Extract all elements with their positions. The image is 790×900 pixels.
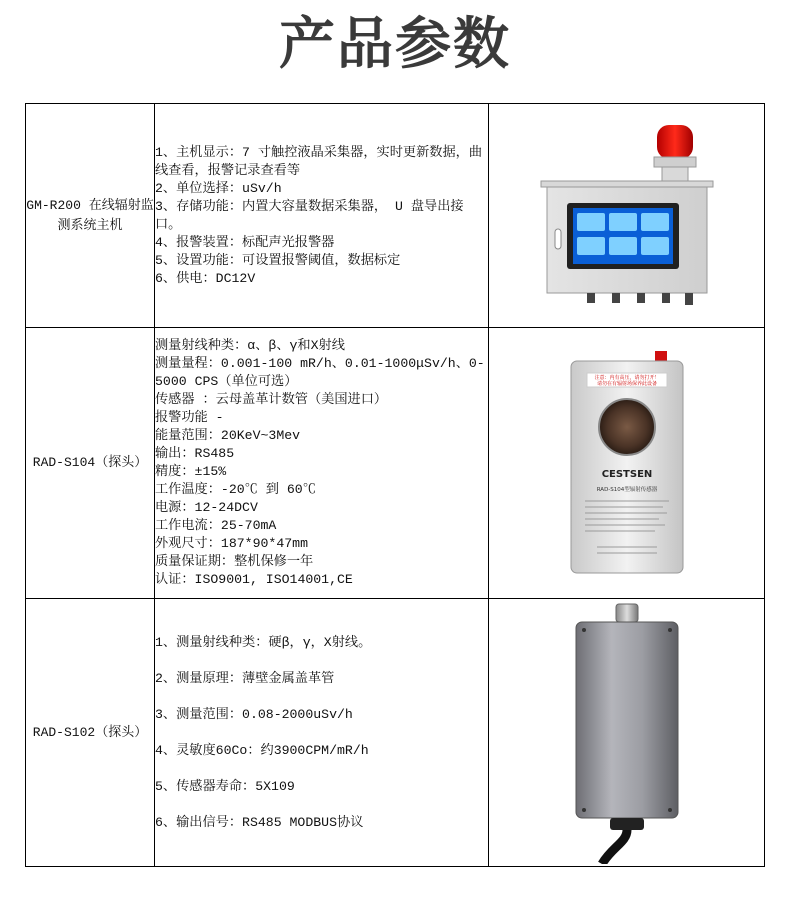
spec-line: 输出：RS485 [155,446,235,461]
product-image-cell [489,104,765,328]
warning-text: 注意：内有高压，请勿打开！ [593,375,660,381]
brand-label: CESTSEN [601,469,652,480]
spec-line: 工作温度：-20℃ 到 60℃ [155,482,316,497]
table-row [26,104,765,328]
model-label: RAD-S104型辐射传感器 [596,487,657,493]
spec-line: 认证：ISO9001, ISO14001,CE [155,572,353,587]
spec-line: 精度：±15% [155,464,227,479]
spec-line: 4、灵敏度60Co：约3900CPM/mR/h [155,742,369,758]
product-image-cell [489,328,765,599]
spec-line: 外观尺寸：187*90*47mm [155,536,308,551]
spec-line: 1、主机显示：7 寸触控液晶采集器，实时更新数据，曲线查看，报警记录查看等 [155,144,483,178]
product-specs [155,104,489,328]
table-row [26,599,765,867]
product-specs [155,328,489,599]
spec-line: 电源：12-24DCV [155,500,258,515]
spec-line: 1、测量射线种类：硬β，γ，X射线。 [155,634,372,650]
spec-line: 工作电流：25-70mA [155,518,277,533]
spec-line: 测量量程：0.001-100 mR/h、0.01-1000μSv/h、0-5000 CPS（单位可选） [155,356,485,389]
product-name: RAD-S104（探头） [26,328,155,599]
spec-line: 6、供电：DC12V [155,270,256,286]
table-row [26,328,765,599]
spec-line: 6、输出信号：RS485 MODBUS协议 [155,814,364,830]
spec-line: 3、存储功能：内置大容量数据采集器， U 盘导出接口。 [155,198,464,232]
spec-line: 能量范围：20KeV~3Mev [155,428,301,443]
spec-line: 2、测量原理：薄壁金属盖革管 [155,670,335,686]
spec-line: 测量射线种类：α、β、γ和X射线 [155,338,345,353]
rad-s102-image [572,602,682,864]
product-name: GM-R200 在线辐射监测系统主机 [26,104,155,328]
spec-line: 4、报警装置：标配声光报警器 [155,234,335,250]
host-unit-image [527,121,727,311]
spec-table [25,103,765,867]
warning-text: 请勿在有辐射场保养此设备 [596,381,657,387]
product-specs [155,599,489,867]
product-name: RAD-S102（探头） [26,599,155,867]
spec-line: 质量保证期：整机保修一年 [155,554,314,569]
page-title: 产品参数 [279,12,511,77]
spec-line: 3、测量范围：0.08-2000uSv/h [155,706,353,722]
spec-line: 5、设置功能：可设置报警阈值，数据标定 [155,252,401,268]
spec-line: 传感器 ：云母盖革计数管（美国进口） [155,392,388,407]
spec-line: 5、传感器寿命：5X109 [155,778,295,794]
rad-s104-image [567,351,687,575]
spec-line: 2、单位选择：uSv/h [155,180,282,196]
product-image-cell [489,599,765,867]
spec-line: 报警功能 - [155,410,224,425]
